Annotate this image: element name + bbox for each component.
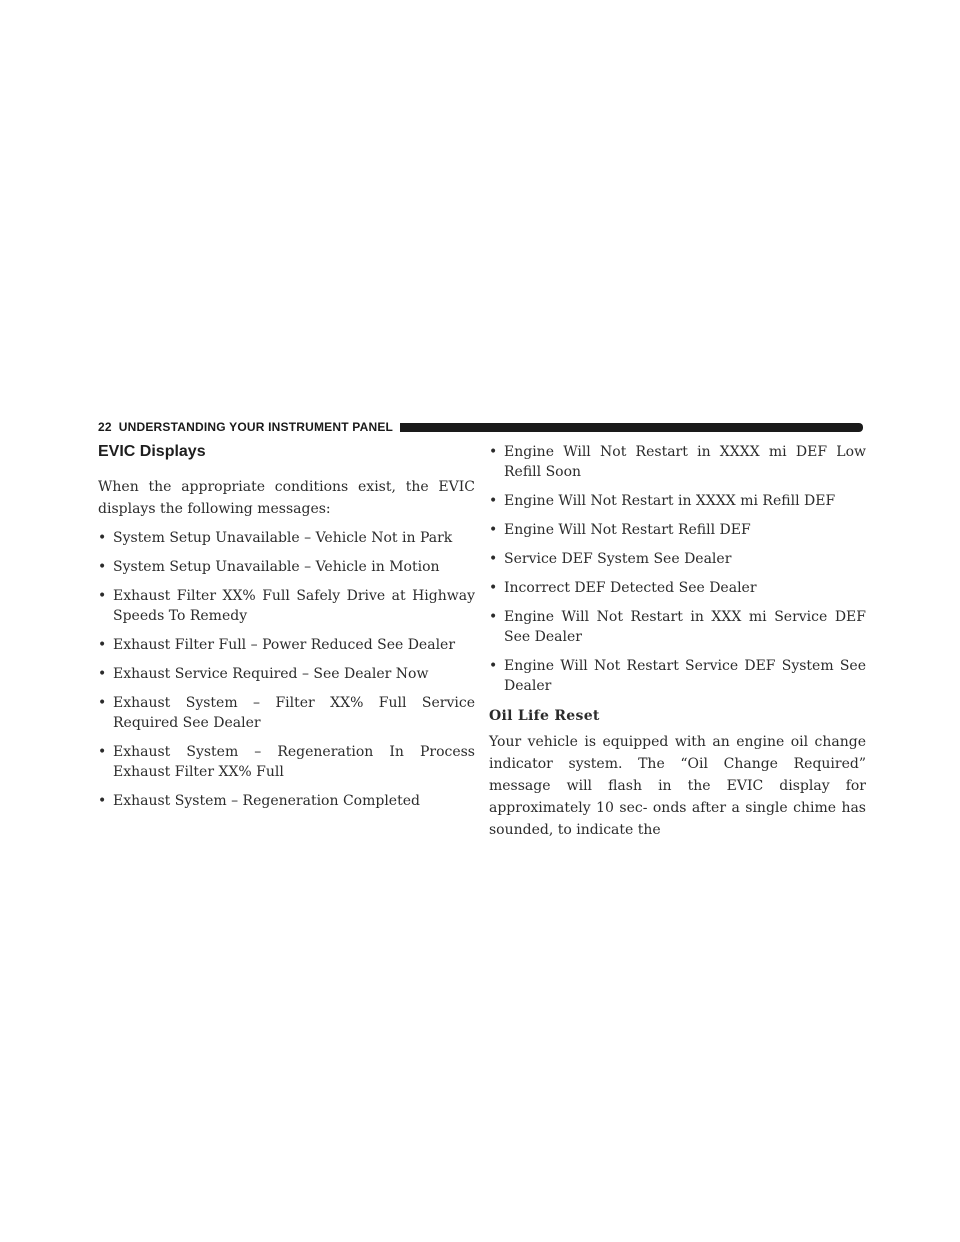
list-item: • Incorrect DEF Detected See Dealer [489,578,866,598]
section-title: UNDERSTANDING YOUR INSTRUMENT PANEL [118,420,394,434]
list-item: • Exhaust Filter Full – Power Reduced See Dealer [98,635,475,655]
page-number: 22 [98,420,112,434]
list-item: • Engine Will Not Restart in XXXX mi Refill DEF [489,491,866,511]
list-item: • Exhaust Filter XX% Full Safely Drive at Highway Speeds To Remedy [98,586,475,626]
list-item: • Exhaust System – Regeneration Completed [98,791,475,811]
list-item: • Exhaust System – Regeneration In Process Exhaust Filter XX% Full [98,742,475,782]
message-list-right [489,442,866,696]
intro-paragraph: When the appropriate conditions exist, the EVIC displays the following messages: [98,479,475,517]
list-item: • Engine Will Not Restart in XXX mi Service DEF See Dealer [489,607,866,647]
oil-life-paragraph: Your vehicle is equipped with an engine oil change indicator system. The “Oil Change Required” message will flash in the EVIC display for approximately 10 sec- onds after a single chime has sounded, to indicate the [489,734,866,838]
header-rule [400,423,863,432]
evic-displays-heading: EVIC Displays [98,443,206,460]
oil-life-reset-heading: Oil Life Reset [489,708,600,724]
list-item: • Service DEF System See Dealer [489,549,866,569]
message-list-left [98,528,475,811]
page-header [98,419,863,435]
list-item: • Engine Will Not Restart Service DEF System See Dealer [489,656,866,696]
left-column [98,442,475,820]
right-column [489,442,866,849]
list-item: • System Setup Unavailable – Vehicle in Motion [98,557,475,577]
list-item: • Exhaust Service Required – See Dealer Now [98,664,475,684]
list-item: • System Setup Unavailable – Vehicle Not in Park [98,528,475,548]
list-item: • Engine Will Not Restart in XXXX mi DEF Low Refill Soon [489,442,866,482]
list-item: • Exhaust System – Filter XX% Full Service Required See Dealer [98,693,475,733]
list-item: • Engine Will Not Restart Refill DEF [489,520,866,540]
